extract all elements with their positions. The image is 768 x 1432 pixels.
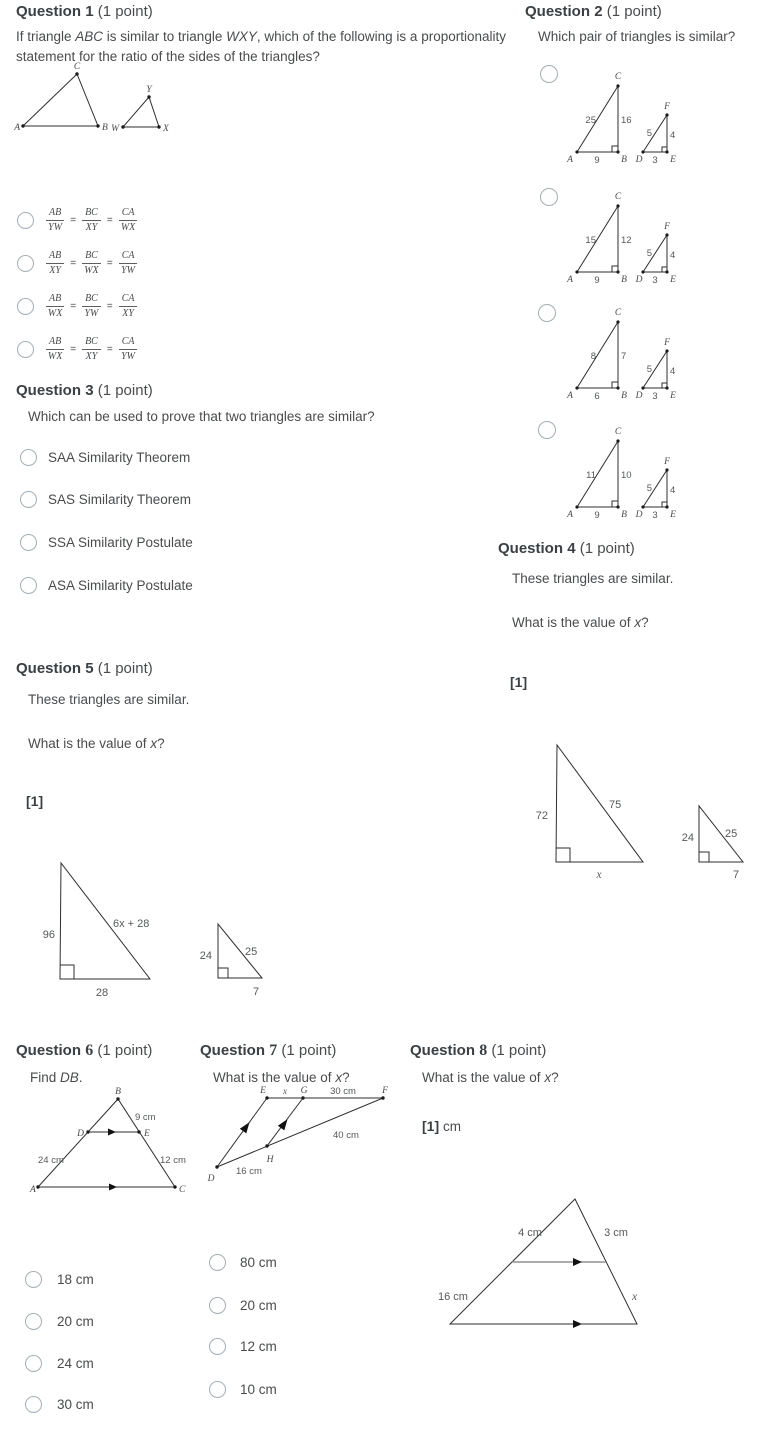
vertex-label-a: A: [567, 391, 573, 401]
side-label-s-hyp: 5: [646, 248, 652, 259]
q7-number: 7: [269, 1042, 278, 1059]
q8-points: (1 point): [491, 1042, 547, 1059]
q1-triangle-lines: [23, 74, 159, 127]
q4-line2: What is the value of x?: [512, 615, 649, 630]
q5-points: (1 point): [97, 660, 153, 677]
vertex-label-h: H: [266, 1155, 274, 1165]
q2-option-1-figure: [536, 62, 761, 174]
q6-points: (1 point): [97, 1042, 153, 1059]
q3-option-2-label: SAS Similarity Theorem: [48, 492, 192, 507]
q5-line1: These triangles are similar.: [28, 692, 190, 707]
q7-option-4-label: 10 cm: [240, 1382, 277, 1397]
q8-number: 8: [479, 1042, 488, 1059]
segment-label-dh: 16 cm: [236, 1166, 262, 1177]
side-label-vert: 10: [621, 470, 632, 481]
vertex-label-x: X: [163, 124, 169, 134]
vertex-label-f: F: [382, 1086, 388, 1096]
q1-number: 1: [85, 3, 94, 20]
side-label-s-hyp: 5: [646, 364, 652, 375]
q5-title: Question: [16, 660, 82, 677]
side-label-s-vert: 4: [670, 485, 676, 496]
side-label-s-base: 3: [652, 510, 658, 521]
side-label-s-hyp: 25: [725, 828, 738, 840]
parallel-arrows: [573, 1258, 582, 1328]
side-label-s-vert: 4: [670, 250, 676, 261]
vertex-label-d: D: [77, 1129, 84, 1139]
segment-label-hf: 40 cm: [333, 1130, 359, 1141]
side-label-hyp: 8: [590, 351, 596, 362]
q6-option-3: [25, 1355, 94, 1372]
q7-option-1-label: 80 cm: [240, 1255, 277, 1270]
side-label-left: 72: [535, 810, 548, 822]
q2-option-1: [536, 62, 761, 174]
side-label-lower-left: 16 cm: [438, 1291, 468, 1303]
vertex-label-b: B: [621, 510, 627, 520]
parallel-arrows: [108, 1129, 117, 1191]
q1-title: Question: [16, 3, 82, 20]
q1-option-3: [17, 291, 137, 321]
q2-option-2: [536, 182, 761, 294]
q6-option-1: [25, 1271, 94, 1288]
q7-points: (1 point): [281, 1042, 337, 1059]
q4-points: (1 point): [579, 540, 635, 557]
q8-header: [410, 1042, 546, 1060]
q6-option-3-radio[interactable]: [25, 1355, 42, 1372]
q7-option-2-radio[interactable]: [209, 1297, 226, 1314]
side-label-base: 9: [594, 510, 600, 521]
q1-figure: [16, 58, 216, 143]
q2-option-4-figure: [536, 417, 761, 529]
q4-number: 4: [567, 540, 576, 557]
vertex-label-e: E: [670, 391, 676, 401]
vertex-label-f: F: [664, 338, 670, 348]
q8-title: Question: [410, 1042, 476, 1059]
side-label-s-base: 7: [252, 986, 260, 998]
q3-option-4-label: ASA Similarity Postulate: [48, 578, 193, 593]
q7-figure: [200, 1085, 400, 1183]
side-label-s-base: 3: [652, 155, 658, 166]
side-label-base: 28: [95, 987, 109, 999]
q1-option-4: [17, 334, 137, 364]
vertex-label-e: E: [260, 1086, 266, 1096]
vertex-label-y: Y: [146, 85, 152, 95]
q3-option-1: [20, 449, 190, 466]
q3-option-3: [20, 534, 193, 551]
vertex-label-c: C: [614, 192, 622, 202]
q2-title: Question: [525, 3, 591, 20]
q2-prompt: Which pair of triangles is similar?: [538, 29, 736, 44]
q1-option-2-equation: $\frac{AB}{XY}$ = $\frac{BC}{WX}$ = $\frac{CA}{YW}$: [46, 250, 137, 277]
side-label-base: 9: [594, 275, 600, 286]
side-label-be: 9 cm: [135, 1112, 156, 1123]
q3-header: [16, 382, 153, 399]
vertex-label-c: C: [614, 308, 622, 318]
q1-option-1-equation: $\frac{AB}{YW}$ = $\frac{BC}{XY}$ = $\frac{CA}{WX}$: [46, 207, 137, 234]
side-label-vert: 7: [621, 351, 627, 362]
q3-option-4: [20, 577, 193, 594]
q1-header: [16, 3, 153, 20]
q5-blank: [1]: [26, 793, 44, 809]
q3-option-2-radio[interactable]: [20, 491, 37, 508]
vertex-label-f: F: [664, 222, 670, 232]
q6-option-2-label: 20 cm: [57, 1314, 94, 1329]
q7-option-2: [209, 1297, 277, 1314]
vertex-label-e: E: [670, 510, 676, 520]
q5-triangle-lines: [60, 863, 262, 979]
side-label-lower-right: x: [632, 1291, 638, 1303]
q5-line2: What is the value of x?: [28, 736, 165, 751]
side-label-upper-right: 3 cm: [604, 1227, 628, 1239]
q4-title: Question: [498, 540, 564, 557]
q3-option-4-radio[interactable]: [20, 577, 37, 594]
side-label-s-hyp: 5: [646, 483, 652, 494]
q1-option-1-radio[interactable]: [17, 212, 34, 229]
parallel-arrows: [240, 1117, 291, 1134]
q5-figure: [30, 855, 320, 1005]
q7-option-3-radio[interactable]: [209, 1338, 226, 1355]
side-label-s-left: 24: [681, 832, 694, 844]
vertex-label-b: B: [621, 391, 627, 401]
vertex-label-d: D: [635, 391, 643, 401]
side-label-s-base: 7: [732, 869, 740, 881]
q7-option-3-label: 12 cm: [240, 1339, 277, 1354]
q3-points: (1 point): [97, 382, 153, 399]
q6-option-1-label: 18 cm: [57, 1272, 94, 1287]
q4-line1: These triangles are similar.: [512, 571, 674, 586]
vertex-label-a: A: [567, 275, 573, 285]
side-label-s-vert: 4: [670, 130, 676, 141]
q7-option-4: [209, 1381, 277, 1398]
q6-option-1-radio[interactable]: [25, 1271, 42, 1288]
vertex-label-c: C: [614, 427, 622, 437]
vertex-label-d: D: [635, 275, 643, 285]
q5-number: 5: [85, 660, 94, 677]
q3-option-1-label: SAA Similarity Theorem: [48, 450, 191, 465]
vertex-label-b: B: [621, 155, 627, 165]
side-label-s-base: 3: [652, 391, 658, 402]
vertex-label-e: E: [670, 155, 676, 165]
side-label-vert: 16: [621, 115, 632, 126]
segment-label-x: x: [283, 1086, 287, 1096]
side-label-base: 6: [594, 391, 600, 402]
vertex-label-f: F: [664, 457, 670, 467]
q6-title: Question: [16, 1042, 82, 1059]
q1-option-2: [17, 248, 137, 278]
q3-number: 3: [85, 382, 94, 399]
q6-option-4-label: 30 cm: [57, 1397, 94, 1412]
q1-triangle-dots: [21, 72, 160, 128]
q3-prompt: Which can be used to prove that two triangles are similar?: [28, 409, 375, 424]
q6-option-4-radio[interactable]: [25, 1396, 42, 1413]
vertex-label-d: D: [207, 1174, 215, 1184]
segment-label-gf: 30 cm: [330, 1086, 356, 1097]
q3-option-2: [20, 491, 191, 508]
vertex-label-a: A: [567, 155, 573, 165]
side-label-hyp: 11: [586, 470, 596, 481]
q7-option-4-radio[interactable]: [209, 1381, 226, 1398]
vertex-label-c: C: [614, 72, 622, 82]
q3-option-1-radio[interactable]: [20, 449, 37, 466]
side-label-ad: 24 cm: [38, 1155, 64, 1166]
vertex-label-f: F: [664, 102, 670, 112]
q8-blank: [1] cm: [422, 1118, 462, 1134]
side-label-ec: 12 cm: [160, 1155, 186, 1166]
side-label-upper-left: 4 cm: [518, 1227, 542, 1239]
vertex-label-e: E: [670, 275, 676, 285]
q1-option-4-equation: $\frac{AB}{WX}$ = $\frac{BC}{XY}$ = $\frac{CA}{YW}$: [46, 336, 137, 363]
vertex-label-c: C: [179, 1185, 186, 1195]
q7-option-2-label: 20 cm: [240, 1298, 277, 1313]
q7-header: [200, 1042, 336, 1060]
vertex-label-a: A: [567, 510, 573, 520]
q6-option-2-radio[interactable]: [25, 1313, 42, 1330]
q1-option-4-radio[interactable]: [17, 341, 34, 358]
q4-header: [498, 540, 635, 557]
q6-number: 6: [85, 1042, 94, 1059]
vertex-label-b: B: [621, 275, 627, 285]
q1-option-2-radio[interactable]: [17, 255, 34, 272]
q5-header: [16, 660, 153, 677]
q1-option-3-radio[interactable]: [17, 298, 34, 315]
q8-prompt: What is the value of x?: [422, 1070, 559, 1085]
q2-points: (1 point): [606, 3, 662, 20]
vertex-label-w: W: [111, 124, 119, 134]
vertex-label-b: B: [115, 1087, 121, 1097]
side-label-s-hyp: 25: [245, 946, 258, 958]
vertex-label-a: A: [14, 123, 20, 133]
q4-triangle-lines: [556, 745, 743, 862]
side-label-s-left: 24: [199, 950, 212, 962]
q2-option-3-figure: [536, 298, 761, 410]
q6-figure: [30, 1086, 205, 1201]
q6-option-2: [25, 1313, 94, 1330]
side-label-hyp: 6x + 28: [113, 918, 150, 930]
q8-figure: [430, 1190, 660, 1335]
q6-prompt: Find DB.: [30, 1070, 83, 1085]
q7-option-3: [209, 1338, 277, 1355]
side-label-s-vert: 4: [670, 366, 676, 377]
q2-option-3: [536, 298, 761, 410]
vertex-label-a: A: [30, 1185, 36, 1195]
q2-header: [525, 3, 662, 20]
q1-option-3-equation: $\frac{AB}{WX}$ = $\frac{BC}{YW}$ = $\frac{CA}{XY}$: [46, 293, 137, 320]
side-label-base: x: [596, 869, 602, 881]
q2-number: 2: [594, 3, 603, 20]
vertex-label-e: E: [144, 1129, 150, 1139]
vertex-label-d: D: [635, 510, 643, 520]
q7-option-1: [209, 1254, 277, 1271]
side-label-base: 9: [594, 155, 600, 166]
q7-option-1-radio[interactable]: [209, 1254, 226, 1271]
q1-points: (1 point): [97, 3, 153, 20]
side-label-hyp: 75: [609, 799, 622, 811]
vertex-label-g: G: [300, 1086, 308, 1096]
q7-prompt: What is the value of x?: [213, 1070, 350, 1085]
q2-option-2-figure: [536, 182, 761, 294]
q6-option-4: [25, 1396, 94, 1413]
q3-option-3-radio[interactable]: [20, 534, 37, 551]
q3-title: Question: [16, 382, 82, 399]
q1-prompt: If triangle ABC is similar to triangle WXY, which of the following is a proportionality statement for the ratio of the sides of the triangles?: [16, 29, 506, 64]
side-label-hyp: 25: [585, 115, 596, 126]
vertex-label-c: C: [73, 62, 81, 72]
q3-option-3-label: SSA Similarity Postulate: [48, 535, 193, 550]
q4-blank: [1]: [510, 674, 528, 690]
q2-option-4: [536, 417, 761, 529]
q6-option-3-label: 24 cm: [57, 1356, 94, 1371]
side-label-hyp: 15: [585, 235, 596, 246]
side-label-s-hyp: 5: [646, 128, 652, 139]
side-label-vert: 12: [621, 235, 632, 246]
q7-title: Question: [200, 1042, 266, 1059]
side-label-s-base: 3: [652, 275, 658, 286]
q1-option-1: [17, 205, 137, 235]
vertex-label-d: D: [635, 155, 643, 165]
side-label-left: 96: [42, 929, 55, 941]
q4-figure: [510, 738, 760, 886]
q6-header: [16, 1042, 152, 1060]
vertex-label-b: B: [102, 123, 108, 133]
